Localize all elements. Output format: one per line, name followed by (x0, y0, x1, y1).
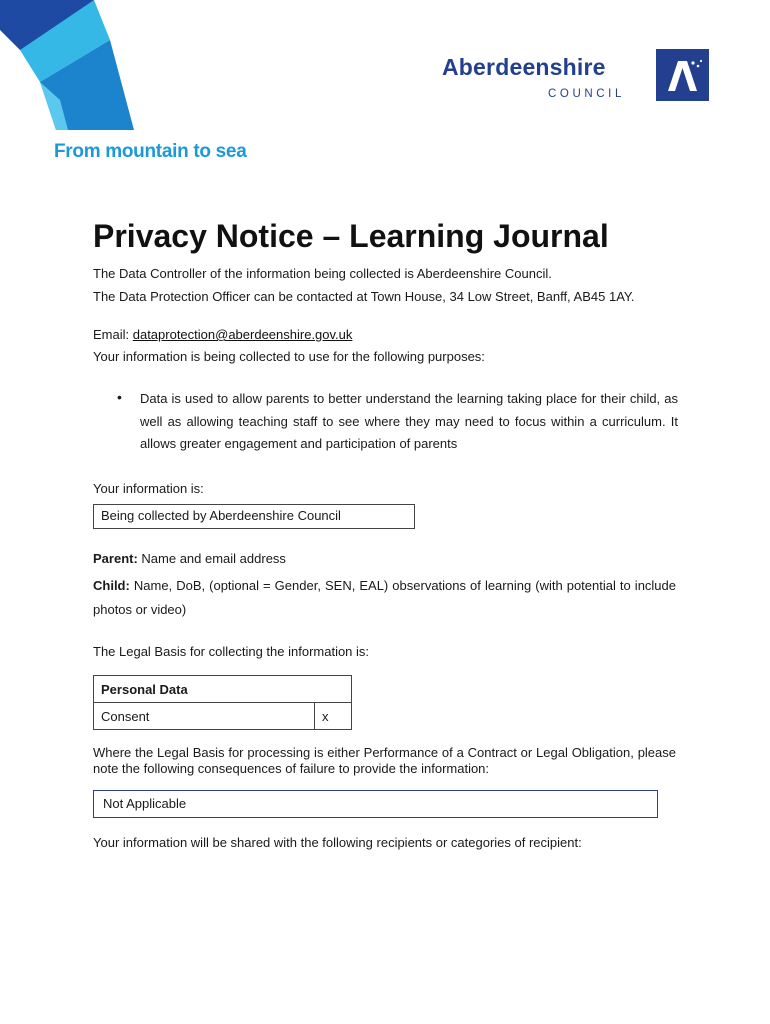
legal-consent-label: Consent (94, 703, 315, 730)
child-value: Name, DoB, (optional = Gender, SEN, EAL) observations of learning (with potential to include photos or video) (93, 578, 676, 617)
dpo-text: The Data Protection Officer can be contacted at Town House, 34 Low Street, Banff, AB45 1AY. (93, 289, 635, 304)
controller-text: The Data Controller of the information being collected is Aberdeenshire Council. (93, 266, 552, 281)
bullet-icon: • (117, 389, 122, 405)
consequences-label: Where the Legal Basis for processing is either Performance of a Contract or Legal Obligation, please note the following consequences of failure to provide the information: (93, 745, 676, 776)
tagline: From mountain to sea (54, 141, 247, 162)
council-logo-icon (656, 49, 709, 101)
legal-consent-mark: x (315, 703, 352, 730)
legal-basis-table (93, 675, 352, 730)
legal-basis-label: The Legal Basis for collecting the information is: (93, 644, 370, 659)
info-is-label: Your information is: (93, 481, 204, 496)
info-is-box: Being collected by Aberdeenshire Council (93, 504, 415, 529)
brand-subtitle: COUNCIL (548, 88, 625, 100)
purpose-item: Data is used to allow parents to better understand the learning taking place for their child, as well as allowing teaching staff to see where they may need to focus within a curriculum. It allows greater engagement and participation of parents (140, 391, 678, 451)
recipients-label: Your information will be shared with the following recipients or categories of recipient: (93, 835, 582, 850)
page-title: Privacy Notice – Learning Journal (93, 218, 609, 254)
legal-table-header: Personal Data (94, 676, 352, 703)
email-label: Email: (93, 327, 133, 342)
email-link[interactable]: dataprotection@aberdeenshire.gov.uk (132, 327, 353, 342)
banner-graphic (0, 0, 140, 135)
parent-label: Parent: (93, 551, 138, 566)
child-label: Child: (93, 578, 130, 593)
child-line (93, 574, 676, 622)
consequences-box: Not Applicable (93, 790, 658, 818)
purposes-intro: Your information is being collected to use for the following purposes: (93, 349, 485, 364)
brand-name: Aberdeenshire (442, 54, 606, 80)
parent-line (93, 551, 286, 567)
parent-value: Name and email address (137, 551, 286, 566)
email-line (93, 327, 352, 343)
